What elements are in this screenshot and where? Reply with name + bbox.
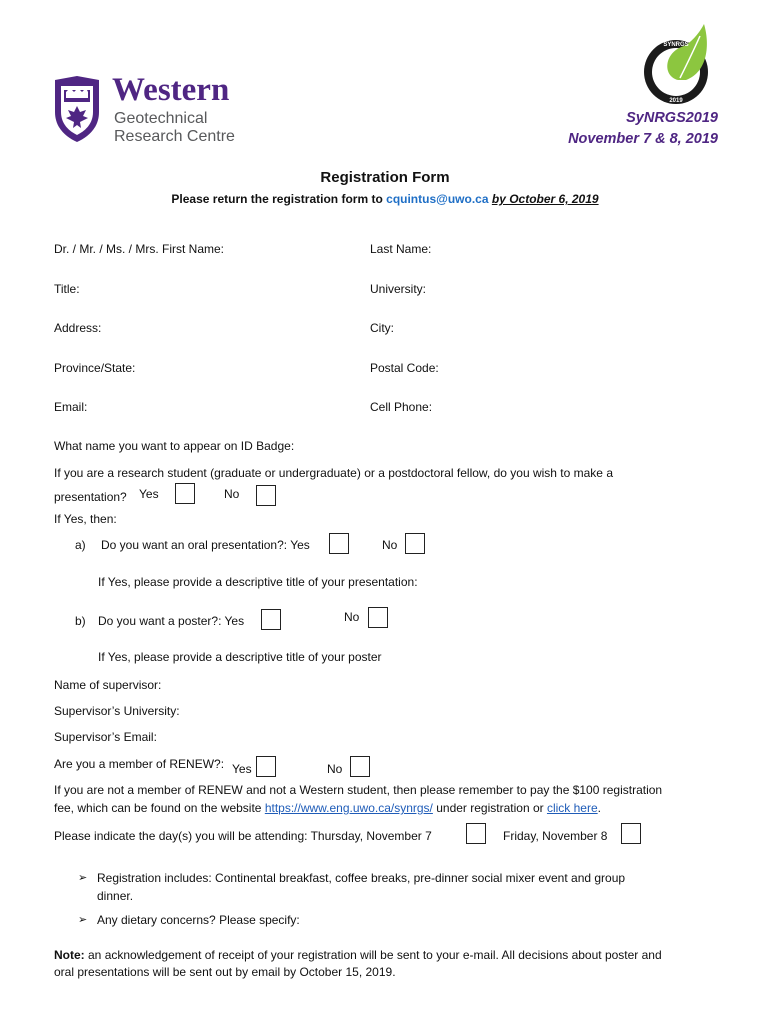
logo-western-text: Western (112, 72, 230, 108)
logo-line2: Research Centre (114, 128, 235, 145)
badge-text-bottom: 2019 (669, 98, 683, 104)
presentation-no-label: No (224, 487, 240, 501)
presentation-yes-checkbox[interactable] (175, 483, 195, 504)
fee-line2 (54, 801, 601, 816)
contact-email-link[interactable]: cquintus@uwo.ca (386, 192, 489, 206)
poster-title-label: If Yes, please provide a descriptive title of your poster (98, 650, 382, 664)
fee-line2-mid: under registration or (432, 801, 547, 815)
badge-name-label: What name you want to appear on ID Badge: (54, 439, 295, 453)
form-subtitle (0, 192, 770, 207)
city-label: City: (370, 321, 394, 335)
supervisor-email-label: Supervisor’s Email: (54, 730, 157, 744)
poster-question: Do you want a poster?: Yes (98, 614, 245, 628)
oral-question: Do you want an oral presentation?: Yes (101, 538, 310, 552)
poster-marker: b) (75, 614, 86, 628)
days-question: Please indicate the day(s) you will be attending: Thursday, November 7 (54, 829, 432, 843)
if-yes-label: If Yes, then: (54, 512, 117, 526)
presentation-no-checkbox[interactable] (256, 485, 276, 506)
thursday-checkbox[interactable] (466, 823, 486, 844)
event-name: SyNRGS2019 (626, 110, 718, 126)
includes-line2: dinner. (97, 889, 134, 903)
renew-no-checkbox[interactable] (350, 756, 370, 777)
presentation-question-line1: If you are a research student (graduate or undergraduate) or a postdoctoral fellow, do you wish to make a (54, 466, 613, 480)
event-dates: November 7 & 8, 2019 (568, 131, 718, 147)
fee-line1: If you are not a member of RENEW and not a Western student, then please remember to pay the $100 registration (54, 783, 663, 797)
dietary-question: Any dietary concerns? Please specify: (97, 913, 300, 927)
oral-no-checkbox[interactable] (405, 533, 425, 554)
postal-code-label: Postal Code: (370, 361, 439, 375)
form-title: Registration Form (320, 169, 450, 186)
subtitle-deadline: by October 6, 2019 (491, 192, 599, 206)
subtitle-prefix: Please return the registration form to (171, 192, 387, 206)
oral-yes-checkbox[interactable] (329, 533, 349, 554)
note-label: Note: (54, 948, 85, 962)
supervisor-university-label: Supervisor’s University: (54, 704, 180, 718)
supervisor-name-label: Name of supervisor: (54, 678, 162, 692)
friday-label: Friday, November 8 (503, 829, 608, 843)
renew-no-label: No (327, 762, 343, 776)
logo-line1: Geotechnical (114, 110, 208, 127)
last-name-label: Last Name: (370, 242, 432, 256)
western-logo (52, 72, 252, 146)
fee-line2-prefix: fee, which can be found on the website (54, 801, 265, 815)
name-prefix-label: Dr. / Mr. / Ms. / Mrs. First Name: (54, 242, 224, 256)
cell-phone-label: Cell Phone: (370, 400, 433, 414)
note-line2: oral presentations will be sent out by email by October 15, 2019. (54, 965, 396, 979)
fee-line2-end: . (597, 801, 601, 815)
oral-title-label: If Yes, please provide a descriptive title of your presentation: (98, 575, 418, 589)
poster-no-label: No (344, 610, 360, 624)
synrgs-leaf-badge-icon (640, 22, 720, 108)
email-label: Email: (54, 400, 88, 414)
title-label: Title: (54, 282, 80, 296)
renew-question: Are you a member of RENEW?: (54, 757, 225, 771)
address-label: Address: (54, 321, 102, 335)
province-label: Province/State: (54, 361, 136, 375)
renew-yes-checkbox[interactable] (256, 756, 276, 777)
university-label: University: (370, 282, 427, 296)
arrow-bullet-icon: ➢ (78, 872, 88, 884)
arrow-bullet-icon: ➢ (78, 914, 88, 926)
poster-yes-checkbox[interactable] (261, 609, 281, 630)
oral-no-label: No (382, 538, 398, 552)
poster-no-checkbox[interactable] (368, 607, 388, 628)
oral-marker: a) (75, 538, 86, 552)
synrgs-website-link[interactable]: https://www.eng.uwo.ca/synrgs/ (264, 801, 433, 815)
presentation-yes-label: Yes (139, 487, 159, 501)
friday-checkbox[interactable] (621, 823, 641, 844)
renew-yes-label: Yes (232, 762, 252, 776)
presentation-question-line2: presentation? (54, 490, 127, 504)
synrgs-badge (640, 22, 720, 108)
western-shield-icon (52, 76, 102, 142)
note-text1: an acknowledgement of receipt of your registration will be sent to your e-mail. All decisions about poster and (84, 948, 662, 962)
note-line1 (54, 948, 662, 963)
includes-line1: Registration includes: Continental breakfast, coffee breaks, pre-dinner social mixer event and group (97, 871, 626, 885)
badge-text-top: SYNRGS (663, 42, 689, 48)
click-here-link[interactable]: click here (546, 801, 598, 815)
